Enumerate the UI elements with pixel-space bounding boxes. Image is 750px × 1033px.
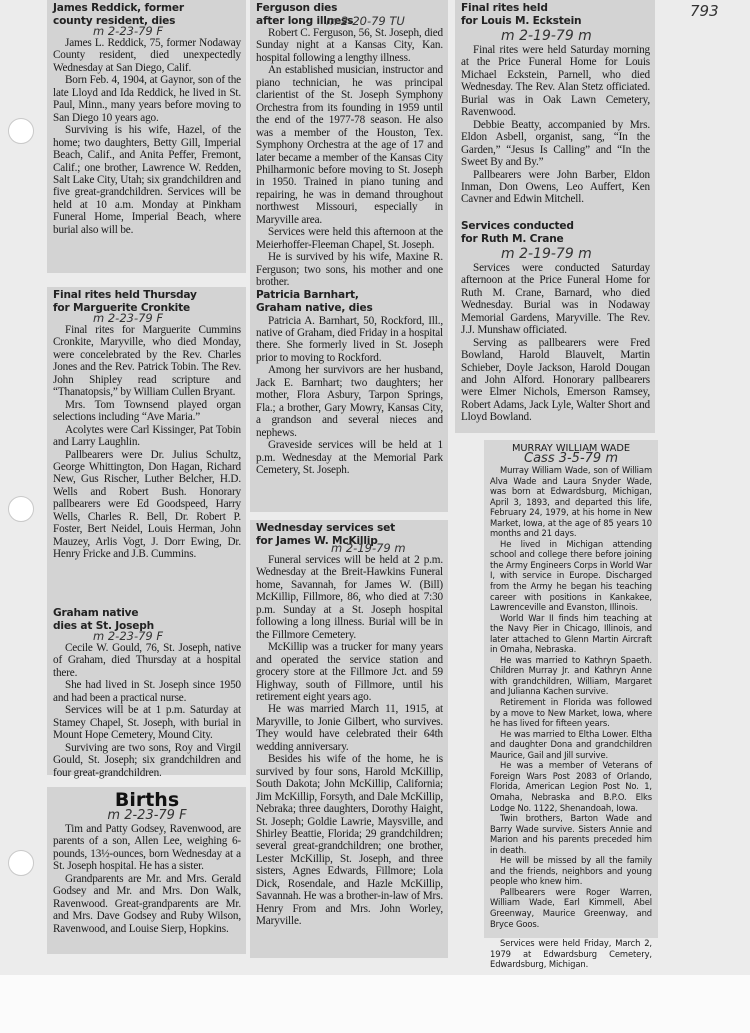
- headline-line: for Louis M. Eckstein: [461, 15, 582, 27]
- paragraph: He was married to Eltha Lower. Eltha and daughter Dona and grandchildren Maurice, Gail and Jill survive.: [490, 728, 652, 760]
- paragraph: Besides his wife of the home, he is survived by four sons, Harold McKillip, South Dakota; John McKillip, California; Jim McKillip, Forsyth, and Dale McKillip, Nebraka; three daughters, Dorothy Haight, St. Joseph; Goldie Lawrie, Maysville, and Shirley Beattie, Florida; 29 grandchildren; several great-grandchildren; one brother, Lester McKillip, St. Joseph, and three sisters, Agnes Edwards, Fillmore; Lola Dick, Rosendale, and Hazle McKillip, Savannah. He was a brother-in-law of Mrs. Henry From and Mrs. John Worley, Maryville.: [256, 753, 443, 928]
- handwritten-date: m 2-23-79 F: [93, 24, 164, 38]
- handwritten-date: m 2-19-79 m: [331, 541, 406, 555]
- headline-line: Ferguson dies: [256, 2, 338, 14]
- paragraph: Surviving are two sons, Roy and Virgil Gould, St. Joseph; six grandchildren and four great-grandchildren.: [53, 741, 241, 779]
- paragraph: Funeral services will be held at 2 p.m. Wednesday at the Breit-Hawkins Funeral home, Savannah, for James W. (Bill) McKillip, Fillmore, 86, who died at 7:30 p.m. Sunday at a St. Joseph hospital following a long illness. Burial will be in the Fillmore Cemetery.: [256, 554, 443, 641]
- headline-line: Patricia Barnhart,: [256, 288, 359, 301]
- paragraph: Services were held this afternoon at the Meierhoffer-Fleeman Chapel, St. Joseph.: [256, 226, 443, 251]
- paragraph: Tim and Patty Godsey, Ravenwood, are parents of a son, Allen Lee, weighing 6-pounds, 13½-ounces, born Wednesday at a St. Joseph hospital. He has a sister.: [53, 823, 241, 873]
- handwritten-date: m 2-23-79 F: [93, 311, 164, 325]
- obituary-eckstein-crane: [455, 0, 655, 433]
- paragraph: He was married to Kathryn Spaeth. Children Murray Jr. and Kathryn Anne with grandchildren, William, Margaret and Julianna Kachen survive.: [490, 654, 652, 697]
- headline-line: Final rites held Thursday: [53, 289, 197, 301]
- paragraph: Born Feb. 4, 1904, at Gaynor, son of the late Lloyd and Ida Reddick, he lived in St. Paul, Minn., many years before moving to San Diego 10 years ago.: [53, 74, 241, 124]
- paragraph: He was a member of Veterans of Foreign Wars Post 2083 of Orlando, Florida, American Legion Post No. 1, Omaha, Nebraska and B.P.O. Elks Lodge No. 1122, Shenandoah, Iowa.: [490, 760, 652, 813]
- handwritten-date: m 2-23-79 F: [107, 808, 187, 823]
- handwritten-date: m 2-19-79 m: [501, 245, 592, 262]
- headline-line: Graham native, dies: [256, 301, 373, 314]
- births-title: Births: [114, 789, 180, 811]
- binder-hole-bottom: [8, 850, 34, 876]
- paragraph: Murray William Wade, son of William Alva Wade and Laura Snyder Wade, was born at Edwardsburg, Michigan, April 3, 1893, and departed this life, February 24, 1979, at his home in New Market, Iowa, at the age of 85 years 10 months and 21 days.: [490, 465, 652, 539]
- headline-line: Final rites held: [461, 2, 548, 14]
- headline-line: after long illness: [256, 15, 354, 27]
- headline-line: Graham native: [53, 607, 139, 619]
- paragraph: Pallbearers were John Barber, Eldon Inman, Don Owens, Leo Auffert, Ken Cavner and Edwin Mitchell.: [461, 168, 650, 206]
- headline-line: for James W. McKillip: [256, 535, 378, 547]
- scan-margin: [0, 975, 750, 1033]
- paragraph: Twin brothers, Barton Wade and Barry Wade survive. Sisters Annie and Marion and his parents preceded him in death.: [490, 813, 652, 855]
- paragraph: World War II finds him teaching at the Navy Pier in Chicago, Illinois, and later attached to Glenn Martin Aircraft in Omaha, Nebraska.: [490, 612, 652, 655]
- headline-line: James Reddick, former: [53, 2, 184, 14]
- paragraph: Among her survivors are her husband, Jack E. Barnhart; two daughters; her mother, Flora Asbury, Tarpon Springs, Fla.; a brother, Gary Mowry, Kansas City, a grandson and several nieces and nephews.: [256, 364, 443, 439]
- obituary-reddick: [47, 0, 246, 273]
- paragraph: Serving as pallbearers were Fred Bowland, Harold Blauvelt, Martin Schieber, Doyle Jackson, Harold Dougan and John Alford. Honorary pallbearers were Elmer Nichols, Emerson Ramsey, Robert Adams, Jack Lyle, Walter Short and Lloyd Bowland.: [461, 336, 650, 424]
- headline-line: dies at St. Joseph: [53, 620, 154, 632]
- page-number: 793: [690, 2, 719, 20]
- paragraph: Pallbearers were Roger Warren, William Wade, Earl Kimmell, Abel Greenway, Maurice Greenway, and Bryce Goos.: [490, 886, 652, 929]
- births-notice: [47, 787, 246, 954]
- paragraph: Graveside services will be held at 1 p.m. Wednesday at the Memorial Park Cemetery, St. Joseph.: [256, 439, 443, 476]
- paragraph: Services were conducted Saturday afternoon at the Price Funeral Home for Ruth M. Crane, Barnard, who died Wednesday. Burial was in Nodaway Memorial Gardens, Maryville. The Rev. J.J. Munshaw officiated.: [461, 261, 650, 337]
- paragraph: Final rites for Marguerite Cummins Cronkite, Maryville, who died Monday, were concelebrated by the Rev. Charles Jones and the Rev. Patrick Tobin. The Rev. John Shipley read scripture and “Thanatopsis,” by William Cullen Bryant.: [53, 324, 241, 399]
- handwritten-date: m 2-20-79 TU: [326, 14, 405, 28]
- obituary-gould: [47, 605, 246, 779]
- paragraph: Grandparents are Mr. and Mrs. Gerald Godsey and Mr. and Mrs. Don Walk, Ravenwood. Great-grandparents are Mr. and Mrs. Dave Godsey and Ruby Wilson, Ravenwood, and Louise Sierp, Hopkins.: [53, 872, 241, 935]
- paragraph: An established musician, instructor and piano technician, he was principal clarientist of the St. Joseph Symphony Orchestra from its founding in 1959 until the end of the 1977-78 season. He also was a member of the Houston, Tex. Symphony Orchestra at the age of 17 and later became a member of the Kansas City Philharmonic before moving to St. Joseph in 1950. Trained in piano tuning and repairing, he was in demand throughout northwest Missouri, especially in Maryville area.: [256, 64, 443, 226]
- paragraph: He will be missed by all the family and the friends, neighbors and young people who knew him.: [490, 855, 652, 887]
- paragraph: Final rites were held Saturday morning at the Price Funeral Home for Louis Michael Eckstein, Parnell, who died Wednesday. The Rev. Alan Stetz officiated. Burial was in Oak Lawn Cemetery, Ravenwood.: [461, 44, 650, 119]
- obituary-mckillip: [250, 520, 448, 958]
- paragraph: Robert C. Ferguson, 56, St. Joseph, died Sunday night at a Kansas City, Kan. hospital following a lengthy illness.: [256, 27, 443, 64]
- paragraph: Surviving is his wife, Hazel, of the home; two daughters, Betty Gill, Imperial Beach, Calif., and Anita Peffer, Fremont, Calif.; one brother, Lawrence W. Redden, Salt Lake City, Utah; six grandchildren and five great-grandchildren. Services will be held at 10 a.m. Monday at Pinkham Funeral Home, Imperial Beach, where burial also will be.: [53, 124, 241, 236]
- headline-line: county resident, dies: [53, 15, 176, 27]
- binder-hole-top: [8, 118, 34, 144]
- paragraph: Services were held Friday, March 2, 1979 at Edwardsburg Cemetery, Edwardsburg, Michigan.: [490, 938, 652, 970]
- paragraph: Retirement in Florida was followed by a move to New Market, Iowa, where he has lived for fifteen years.: [490, 697, 652, 729]
- obituary-ferguson-barnhart: [250, 0, 448, 512]
- headline-line: Wednesday services set: [256, 522, 395, 534]
- paragraph: McKillip was a trucker for many years and operated the service station and grocery store at the Fillmore Jct. and 59 Highway, south of Fillmore, until his retirement eight years ago.: [256, 641, 443, 703]
- headline-line: for Ruth M. Crane: [461, 232, 564, 245]
- paragraph: Patricia A. Barnhart, 50, Rockford, Ill., native of Graham, died Friday in a hospital there. She formerly lived in St. Joseph prior to moving to Rockford.: [256, 314, 443, 364]
- paragraph: Cecile W. Gould, 76, St. Joseph, native of Graham, died Thursday at a hospital there.: [53, 642, 241, 679]
- paragraph: James L. Reddick, 75, former Nodaway County resident, died unexpectedly Wednesday at San Diego, Calif.: [53, 37, 241, 74]
- paragraph: Mrs. Tom Townsend played organ selections including “Ave Maria.”: [53, 398, 241, 424]
- paragraph: He was married March 11, 1915, at Maryville, to Jonie Gilbert, who survives. They would have celebrated their 64th wedding anniversary.: [256, 703, 443, 753]
- paragraph: He is survived by his wife, Maxine R. Ferguson; two sons, his mother and one brother.: [256, 251, 443, 289]
- headline-line: for Marguerite Cronkite: [53, 302, 190, 314]
- paragraph: Acolytes were Carl Kissinger, Pat Tobin and Larry Laughlin.: [53, 423, 241, 449]
- paragraph: Pallbearers were Dr. Julius Schultz, George Whittington, Don Hagan, Richard New, Gus Rischer, Luther Belcher, H.D. Wells and Robert Bush. Honorary pallbearers were Ed Goodspeed, Harry Wells, Charles R. Bell, Dr. Robert P. Foster, Bert Neidel, Louis Herman, John Mauzey, Arlis Vogt, J. Dorr Ewing, Dr. Henry Fricke and J.B. Cummins.: [53, 448, 241, 561]
- paragraph: Services will be at 1 p.m. Saturday at Stamey Chapel, St. Joseph, with burial in Mount Hope Cemetery, Mound City.: [53, 704, 241, 742]
- obituary-title: MURRAY WILLIAM WADE: [511, 443, 631, 454]
- headline-line: Services conducted: [461, 219, 574, 232]
- obituary-wade: [484, 440, 658, 970]
- paragraph: He lived in Michigan attending school and college there before joining the Army Engineers Corps in World War I, with service in Europe. Discharged from the Army he began his teaching career with positions in Kankakee, Lawrenceville and Evanston, Illinois.: [490, 538, 652, 613]
- handwritten-date: Cass 3-5-79 m: [524, 451, 618, 466]
- obituary-cronkite: [47, 287, 246, 605]
- binder-hole-middle: [8, 496, 34, 522]
- handwritten-date: m 2-19-79 m: [501, 28, 592, 44]
- handwritten-date: m 2-23-79 F: [93, 629, 164, 643]
- paragraph: She had lived in St. Joseph since 1950 and had been a practical nurse.: [53, 679, 241, 704]
- paragraph: Debbie Beatty, accompanied by Mrs. Eldon Asbell, organist, sang, “In the Garden,” “Jesus Is Calling” and “In the Sweet By and By.”: [461, 118, 650, 169]
